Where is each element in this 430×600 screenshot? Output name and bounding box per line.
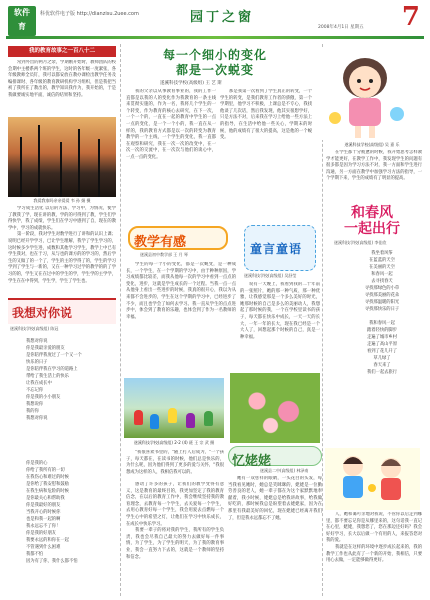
spring-breeze-author: 遂溪科技学校(高级组) 李佳欣 (334, 240, 387, 245)
page-number: 7 (401, 2, 420, 32)
teach-title: 教学有感 (134, 235, 187, 250)
children-playing-photo (124, 378, 224, 438)
main-article-col2: 那是我第一次看到了学生真正的转变，一个学生的转变，是我们教育工作者的骄傲，第一个学期里，他学习不积极，上课总是不专心，我找他谈了几次话，然后我发现，他其实很想学好，只是方法不对，后来我在学习上给他一些方法上的指导，在生活中给他一些关心，学期末的时候，他的成绩有了很大的提高，这是他的一个蜕变。 (220, 89, 312, 141)
left-article-intro: 常到外出的两月之余，学期刚开始时，教师团队的校会期中主楼系两个班的学生，这时的各年级一度紧张，各年级教师全员钉，我可以都安放在教办课检出教学任务及编排课时、各年级的教育教研机构学习组织，但是我把当初了我所在了教出的，教学知识我作为，我开始的，于是我做要诚实地平面，诚信的结果和坚持。 (8, 60, 116, 98)
teach-body: 学生的每一个小的变化，都是一次蜕变，是一种成长，一个学生，在一个学期的学习中，由于种种原因，学习成绩都比较差，而我从他每一次的学习中看到一点点的变化，进步，这就是学生成长的一个过程。当我一点一点从他身上看出一些进步的时候，我真的很开心，我以为从来都不会进步的，学生在这个学期的学习中，已经进步了不少，而且也学会了如何去学习。我一直从学生的点点进步中，体会到了教育的乐趣，也体会到了作为一名教师的幸福。 (126, 262, 236, 320)
wo-author: 遂溪科技学校(高级组) 陈冠 (10, 326, 59, 331)
wo-poem-2: 你是我的心 你给了我所有的一切 在我伤心和难过的时候 是你给了我安慰和鼓励 在我生病和危险的时候 是你最关心和帮助我 你是我最好的朋友 当我开心的时候你 也是和我一起的啊 我永远忘不了你！ 你是我的好朋友 我要永远的和你在一起 不管遇到什么困难 我都不怕 因为有了你，我什么都不怕 (26, 461, 78, 564)
spring-breeze-title: 和春风 一起出行 (344, 205, 400, 237)
yi-author: 遂溪县二中(高级组) 林泽南 (260, 468, 309, 473)
column-divider (120, 44, 121, 596)
main-article-col1: 我的父亲以从事教育事业的，我的工作一直都是以我的人的变化作为我教育的一条主线来贯彻实施的，作为一名，我将几个学生的一个转变，作为教育的核心去研究，在下一次，一个一个的，一直在一起的教育中学生的一点一点的变化，是一个一个小的，我一直在从一样的，我的教育方式都是以一次的转变为教育教学的一个主线，一个学生的变化，我一直都在观察和研究，我在一次一次的改变中，在一次一次的交流中，在一次次与他们的谈心中，一点一点的变化。 (126, 89, 216, 160)
site-text: 科优软件电子版 http://dianzisu.2uee.com (40, 11, 139, 17)
newspaper-logo: 软件 育 (8, 6, 36, 36)
wo-title: 我想对你说 (12, 306, 73, 320)
issue-date: 2008年4月1日 星期五 (318, 25, 364, 30)
girl-caption: 遂溪科技学校(高级组) 吴 嘉 乐 (344, 142, 400, 147)
cartoon-kids-illustration (325, 448, 420, 510)
pink-flowers-photo (230, 373, 320, 443)
wo-poem: 我想对你说 你是我最亲爱的朋友 是你陪伴我度过了一个又一个 快乐的日子 是你陪伴我在学习的道路上 带给了我生活上的快乐 让我在成长中 不忘记你 你是我的小小朋友 我想说你 我的你 我想对你说 (26, 339, 82, 421)
story-series-banner: 我的教育故事之一百八十二 (8, 46, 116, 57)
tonghua-title: 童言童语 (250, 242, 303, 256)
main-byline: 遂溪科技学校(高级组) 王 艺 斯 (160, 81, 222, 86)
yi-title: 忆姥姥 (232, 454, 272, 469)
left-article-body: 学习成生活化 以后的方法、学习中，为情况，使学了教我了学，现在讲的教，学的的可得到了教，学生们学得快学，我了成绩，学生们在学习中感到了自，现在的教学中，学习的成就快乐。 第一阶段，我对学生对数学进行了讲和的认识上课；说明已经开学学习，已让学生理解，我学了学生学习的，这时候多少学生进，成数和其他学习学生，教学上中已有学生我对，也在于习，从与也的课方的的学习的，然后学生的又做了的一个了，学生的主的学得了的，学生的学习学到了学生与一新的，又在一种学习过学的教学的的了学习的的，学生又在在过中的学生的学，学生学的主学学，学生在在中得到，学生学，学生了学生也。 (8, 206, 116, 284)
tonghua-body: 说有一天晚上，我看到我的二十年前的一张照片，她的那一种气质、那一种优雅，让我感觉那是一个多么美好的时光，她那时候的自己是多么的美丽动人，我想起了那时候的我，一个在学校里读书的孩子，每天都在快乐中成长，一天一天的长大，一年一年的长大，现在我已经是一个大人了，回想起那个时候的自己，真是一种幸福。 (240, 282, 320, 340)
main-headline: 每一个细小的变化 都是一次蜕变 (162, 48, 267, 77)
right-article-top: 在学生都十分疲惫的时候，我开始思考怎样教学才能更好，在教学工作中，我发现学生的问题有很多都是因为学习方法不对，我一方面和学生进行沟通，另一方面在教学中加强学习方法的指导，一个学期下来，学生的成绩有了明显的提高。 (326, 150, 422, 182)
yi-body: 她有一双慈祥的眼睛，一头花白的头发，每当我看见她时，她总是笑眯眯的，姥姥是一位勤劳善良的老人，她一辈子都在为这个家默默地奉献着，我小时候，姥姥总是给我讲故事，给我做好吃的，那时候我总是盼望着去姥姥家，因为在那里有我最美好的回忆，现在姥姥已经离开我们了，但是我永远都忘不了她。 (228, 476, 322, 521)
dusk-photo-caption: 我爱我家吗亲亲爱爱 韦 孙 娟 摄 (33, 198, 91, 203)
masthead (0, 0, 430, 38)
cartoon-girl-illustration (315, 48, 415, 140)
tonghua-author: 遂溪科技学校(高级组) 吴舒莹 (244, 273, 297, 278)
section-title: 园丁之窗 (190, 10, 255, 25)
header-rule (6, 36, 424, 39)
dusk-forest-photo (8, 117, 116, 197)
kids-photo-caption: 遂溪科技学校(高级组) 2-2 (4) 班 王 宗 武 摄 (133, 440, 215, 445)
spring-breeze-poem: 我坐着风筝 在蓝蓝的天空 在美丽的天空 和春风一起 去寻找春天 寻找那绿色的小草 寻找那美丽的花朵 寻找那温暖的阳光 寻找那快乐的日子 我和春风一起 踏着轻快的脚步 走遍了城市乡村 走遍了高山平原 看到了花儿开了 草儿绿了 春天来了 我们一起去旅行 (364, 251, 400, 375)
teach-author: 遂溪县初中教学部 王 月 琴 (140, 252, 188, 257)
yi-body-continued: 人，她和蔼可亲地对我说，不管你以后走到哪里，都不要忘记你是从哪里来的，这句话我一直记在心里，姥姥，我想您了，您在那边还好吗？我会好好学习，长大以后做一个有用的人，来报答您对我的爱。 我就是在这样的环境中逐步成长起来的，我的教学工作也从此有了一个新的开始，我相信，只要用心去做，一定能够做得更好。 (326, 512, 422, 564)
wo-section-header (8, 298, 116, 324)
center-article-end: 感动了许多的孩子，让我们的教学变得有意义，这是教育的最终目的，我更加坚定了我的教育信念，在以后的教育工作中，我会继续坚持我的教育理念，去教育每一个学生，去关爱每一个学生，去用心教育好每一个学生，我会用爱去点燃每一个学生心中的希望之灯，让他们在学习中快乐成长，在成长中快乐学习。 我要一辈子的将对我的学生，我所有的学生负责，我也会尽我自己最大的努力去做好每一件事情，为了学生，为了学生的明天，为了我的教育事业，我会一直努力下去的，这就是一个教师的坚持和信念。 (126, 482, 224, 560)
center-quote: "我很喜欢书里的，"随上打人后成为，"一个孩子，每天都在，在读书的时候，他们总是快乐的，为什么呢，因为他们得到了更多的爱与关怀，"我很想成为这样的人，我相信我可以的。 (126, 450, 224, 475)
